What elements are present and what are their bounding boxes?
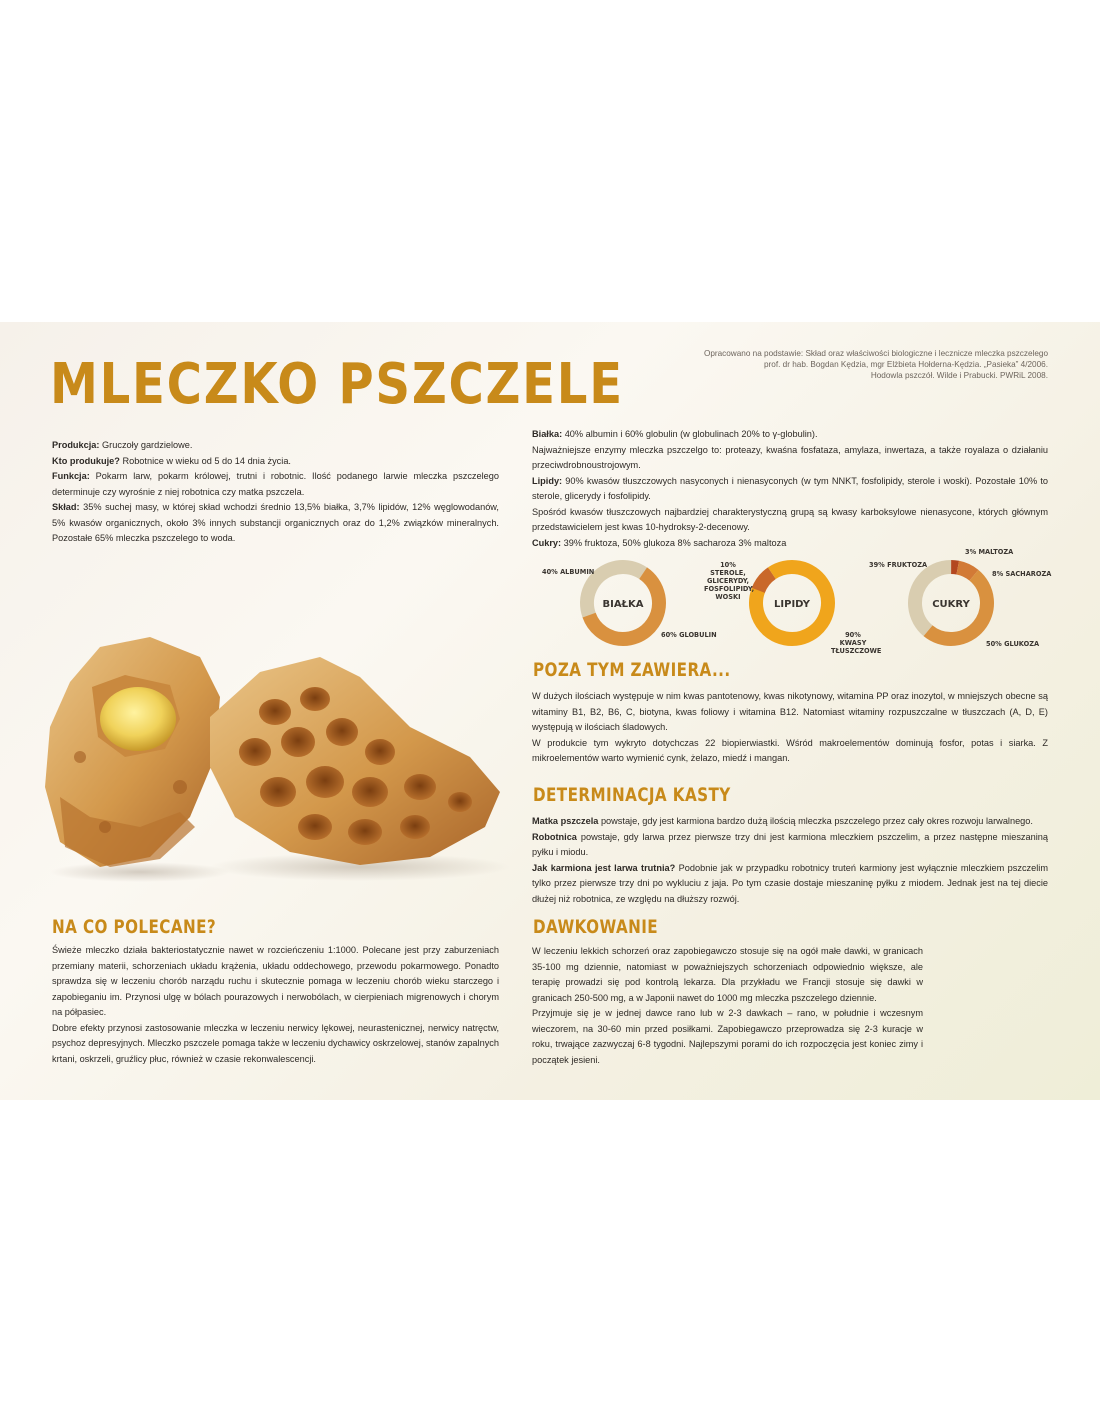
poza-paragraph: W dużych ilościach występuje w nim kwas pantotenowy, kwas nikotynowy, witamina PP oraz inozytol, w mniejszych obecne są witaminy B1, B2, B6, C, biotyna, kwas foliowy i witamina B12. Natomiast witaminy rozpuszczalne w tłuszczach (A, D, E) występują w ilościach śladowych. [532,691,1048,732]
honeycomb-illustration [30,627,520,887]
segment-label: 90% KWASY TŁUSZCZOWE [831,631,882,655]
segment-label: 39% FRUKTOZA [869,561,928,569]
donut-center-label: BIAŁKA [602,599,644,610]
intro-kto: Kto produkuje? Robotnice w wieku od 5 do 14 dnia życia. [52,455,291,466]
source-line: prof. dr hab. Bogdan Kędzia, mgr Elżbieta Hołderna-Kędzia. „Pasieka” 4/2006. [764,360,1048,369]
dawkowanie-block [532,944,923,1068]
polecane-paragraph: Dobre efekty przynosi zastosowanie mleczka w leczeniu nerwicy lękowej, neurastenicznej, nerwicy natręctw, psychoz depresyjnych. Mleczko pszczele pomaga także w leczeniu dychawicy oskrzelowej, stanów zapalnych krtani, oskrzeli, gruźlicy płuc, również w czasie rekonwalescencji. [52,1022,499,1064]
poza-heading: POZA TYM ZAWIERA... [533,659,731,681]
page-title: MLECZKO PSZCZELE [50,352,624,417]
donut-lipidy [742,553,842,653]
segment-label: 60% GLOBULIN [661,631,717,639]
composition-bialka: Białka: 40% albumin i 60% globulin (w globulinach 20% to γ-globulin). [532,429,818,439]
poza-block [532,689,1048,767]
segment-label: 40% ALBUMIN [542,568,595,576]
polecane-block [52,943,499,1067]
composition-kwasy: Spośród kwasów tłuszczowych najbardziej charakterystyczną grupą są kwasy karboksylowe nienasycone, których głównym przedstawicielem jest kwas 10-hydroksy-2-decenowy. [532,506,1048,532]
poza-paragraph: W produkcie tym wykryto dotychczas 22 biopierwiastki. Wśród makroelementów dominują fosfor, potas i siarka. Z mikroelementów warto wymienić cynk, żelazo, miedź i mangan. [532,737,1048,763]
composition-enzymy: Najważniejsze enzymy mleczka pszczelgo to: proteazy, kwaśna fosfataza, amylaza, inwertaza, a także royalaza o działaniu przeciwdrobnoustrojowym. [532,444,1048,470]
composition-cukry: Cukry: 39% fruktoza, 50% glukoza 8% sacharoza 3% maltoza [532,537,787,548]
intro-sklad: Skład: 35% suchej masy, w której skład wchodzi średnio 13,5% białka, 3,7% lipidów, 12% węglowodanów, 5% kwasów organicznych, około 3% innych substancji organicznych oraz do 1,2% związków mineralnych. Pozostałe 65% mleczka pszczelego to woda. [52,502,499,543]
dawkowanie-paragraph: W leczeniu lekkich schorzeń oraz zapobiegawczo stosuje się na ogół małe dawki, w granicach 35-100 mg dziennie, natomiast w poważniejszych schorzeniach odpowiednio większe, ale terapię prowadzi się pod kontrolą lekarza. Dla przykładu we Francji stosuje się dawki w granicach 250-500 mg, a w Japonii nawet do 1000 mg mleczka pszczelego dziennie. [532,946,923,1003]
kasta-robotnica: Robotnica powstaje, gdy larwa przez pierwsze trzy dni jest karmiona mleczkiem pszczelim, a przez następne mieszaniną pyłku i miodu. [532,831,1048,857]
segment-label: 10% STEROLE, GLICERYDY, FOSFOLIPIDY, WOSKI [704,561,755,601]
donut-charts [530,547,1060,667]
source-line: Opracowano na podstawie: Skład oraz właściwości biologiczne i lecznicze mleczka pszczelego [703,349,1048,358]
donut-center-label: CUKRY [932,599,970,610]
kasta-trutnia: Jak karmiona jest larwa trutnia? Podobnie jak w przypadku robotnicy truteń karmiony jest wyłącznie mleczkiem pszczelim tylko przez pierwsze trzy dni po wykluciu z jaja. Po tym czasie dostaje mieszaninę pyłku z miodem. Jednak jest na tej diecie dłużej niż robotnica, ze względu na dłuższy rozwój. [532,862,1048,904]
composition-block [532,427,1048,551]
source-line: Hodowla pszczół. Wilde i Prabucki. PWRiL 2008. [870,371,1048,380]
intro-funkcja: Funkcja: Pokarm larw, pokarm królowej, trutni i robotnic. Ilość podanego larwie mleczka pszczelego determinuje czy wyrośnie z niej robotnica czy matka pszczela. [52,471,499,497]
donut-center-label: LIPIDY [774,599,810,610]
polecane-heading: NA CO POLECANE? [52,916,217,938]
kasta-heading: DETERMINACJA KASTY [533,784,731,806]
intro-block [52,438,499,547]
composition-lipidy: Lipidy: 90% kwasów tłuszczowych nasyconych i nienasyconych (w tym NNKT, fosfolipidy, sterole i woski). Pozostałe 10% to sterole, glicerydy i fosfolipidy. [532,475,1048,501]
kasta-block [532,814,1048,907]
segment-label: 8% SACHAROZA [992,570,1052,578]
source-note [688,348,1048,381]
brochure-page [0,322,1100,1100]
dawkowanie-paragraph: Przyjmuje się je w jednej dawce rano lub w 2-3 dawkach – rano, w południe i wczesnym wieczorem, na 30-60 min przed posiłkami. Zapobiegawczo przeprowadza się 2-3 kuracje w roku, trwające zazwyczaj 6-8 tygodni. Najlepszymi porami do ich rozpoczęcia jest koniec zimy i początek jesieni. [532,1008,923,1065]
intro-produkcja: Produkcja: Gruczoły gardzielowe. [52,440,193,450]
segment-label: 50% GLUKOZA [986,640,1040,648]
polecane-paragraph: Świeże mleczko działa bakteriostatycznie nawet w rozcieńczeniu 1:1000. Polecane jest przy zaburzeniach przemiany materii, schorzeniach układu krążenia, układu oddechowego, przewodu pokarmowego. Ponadto sprawdza się w leczeniu chorób narządu ruchu i skutecznie pomaga w leczeniu chorób wieku starczego i zapobieganiu im. Przynosi ulgę w bólach pourazowych i nerwobólach, w cierpieniach migrenowych i chorym na półpasiec. [52,945,499,1017]
dawkowanie-heading: DAWKOWANIE [533,916,659,938]
kasta-matka: Matka pszczela powstaje, gdy jest karmiona bardzo dużą ilością mleczka pszczelego przez cały okres rozwoju larwalnego. [532,816,1033,826]
segment-label: 3% MALTOZA [965,548,1014,556]
